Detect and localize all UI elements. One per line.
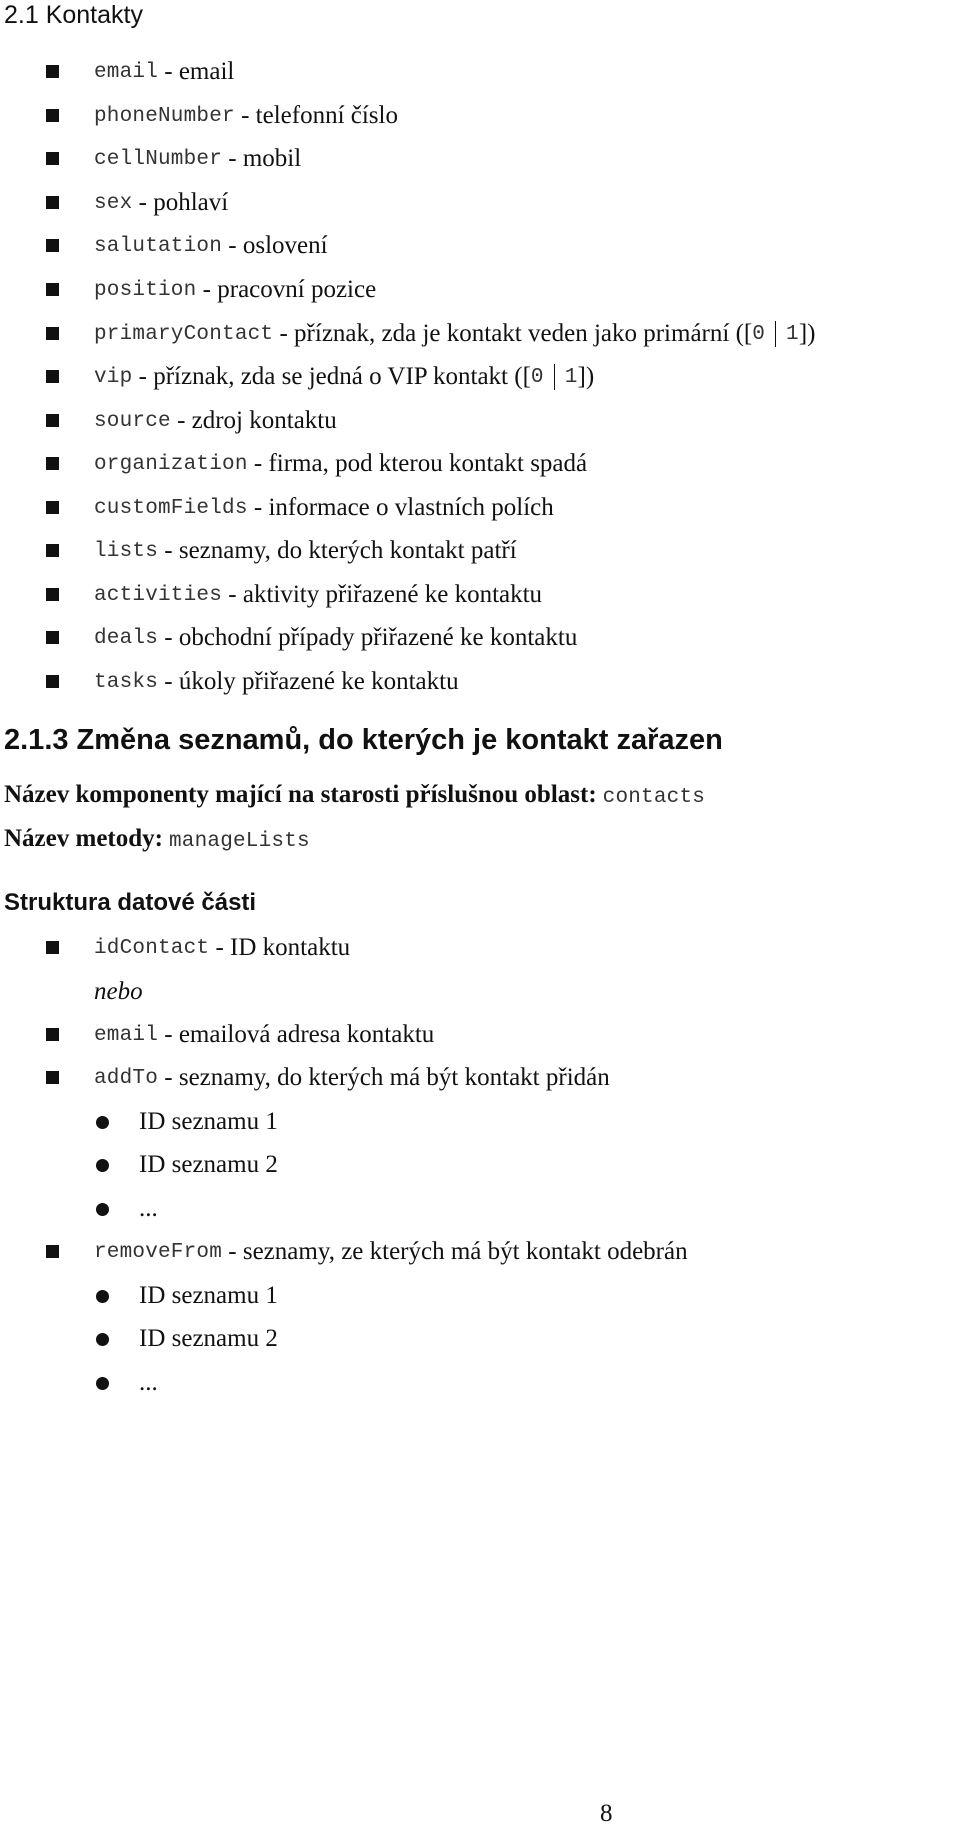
field-code: salutation [94,234,223,258]
field-desc: - obchodní případy přiřazené ke kontaktu [164,624,578,651]
round-bullet-icon [96,1290,109,1303]
field-desc: - zdroj kontaktu [177,407,337,434]
square-bullet-icon [46,675,59,688]
square-bullet-icon [46,631,59,644]
field-desc: - email [164,58,235,85]
method-label: Název metody: [4,825,163,852]
square-bullet-icon [46,588,59,601]
field-code: lists [94,539,159,563]
field-code: tasks [94,670,159,694]
component-value: contacts [602,786,706,809]
round-bullet-icon [96,1377,109,1390]
field-desc: - příznak, zda je kontakt veden jako primární ([ [279,320,753,347]
list-id-text: ID seznamu 1 [139,1282,278,1309]
square-bullet-icon [46,196,59,209]
square-bullet-icon [46,327,59,340]
boolean-value-1: 1 [564,365,578,389]
field-desc: - oslovení [228,232,328,259]
boolean-value-0: 0 [752,322,766,346]
field-code: deals [94,626,159,650]
field-desc: - příznak, zda se jedná o VIP kontakt ([ [138,363,531,390]
square-bullet-icon [46,1071,59,1084]
list-id-text: ... [139,1195,158,1222]
square-bullet-icon [46,283,59,296]
field-desc: - ID kontaktu [215,934,351,961]
method-value: manageLists [168,830,310,853]
square-bullet-icon [46,370,59,383]
field-desc: - firma, pod kterou kontakt spadá [253,450,588,477]
list-id-text: ID seznamu 2 [139,1151,278,1178]
list-id-text: ID seznamu 2 [139,1325,278,1352]
square-bullet-icon [46,109,59,122]
field-desc: - seznamy, ze kterých má být kontakt odebrán [228,1238,688,1265]
page-header-title: 2.1 Kontakty [4,1,143,29]
square-bullet-icon [46,457,59,470]
option-separator [554,364,555,390]
square-bullet-icon [46,1028,59,1041]
field-code: primaryContact [94,322,274,346]
field-code: position [94,278,197,302]
field-code: customFields [94,496,248,520]
method-line [4,822,310,859]
field-code: organization [94,452,248,476]
field-desc: - úkoly přiřazené ke kontaktu [164,668,459,695]
field-code: vip [94,365,133,389]
field-code: removeFrom [94,1240,223,1264]
field-desc: - aktivity přiřazené ke kontaktu [228,581,543,608]
round-bullet-icon [96,1116,109,1129]
field-desc: - mobil [228,145,302,172]
bracket-close: ]) [577,363,595,390]
square-bullet-icon [46,152,59,165]
square-bullet-icon [46,501,59,514]
square-bullet-icon [46,414,59,427]
alternative-label: nebo [94,978,143,1005]
component-label: Název komponenty mající na starosti příslušnou oblast: [4,781,597,808]
round-bullet-icon [96,1333,109,1346]
field-code: idContact [94,936,210,960]
field-desc: - seznamy, do kterých kontakt patří [164,537,517,564]
bracket-close: ]) [798,320,816,347]
field-desc: - pracovní pozice [202,276,377,303]
list-id-text: ... [139,1369,158,1396]
field-code: email [94,1023,159,1047]
square-bullet-icon [46,65,59,78]
round-bullet-icon [96,1203,109,1216]
field-code: addTo [94,1066,159,1090]
round-bullet-icon [96,1159,109,1172]
field-desc: - emailová adresa kontaktu [164,1021,435,1048]
boolean-value-1: 1 [786,322,799,346]
square-bullet-icon [46,1245,59,1258]
square-bullet-icon [46,941,59,954]
field-code: email [94,60,159,84]
boolean-value-0: 0 [530,365,544,389]
section-heading: 2.1.3 Změna seznamů, do kterých je kontakt zařazen [4,724,723,756]
field-desc: - telefonní číslo [241,102,398,129]
option-separator [775,321,776,347]
page-number: 8 [600,1800,613,1827]
structure-heading: Struktura datové části [4,889,257,916]
field-code: sex [94,191,133,215]
field-desc: - informace o vlastních polích [253,494,554,521]
square-bullet-icon [46,239,59,252]
field-code: cellNumber [94,147,223,171]
field-desc: - pohlaví [138,189,229,216]
square-bullet-icon [46,544,59,557]
field-desc: - seznamy, do kterých má být kontakt přidán [164,1064,610,1091]
field-code: activities [94,583,223,607]
field-code: phoneNumber [94,104,235,128]
component-line [4,778,705,815]
field-code: source [94,409,171,433]
list-id-text: ID seznamu 1 [139,1108,278,1135]
